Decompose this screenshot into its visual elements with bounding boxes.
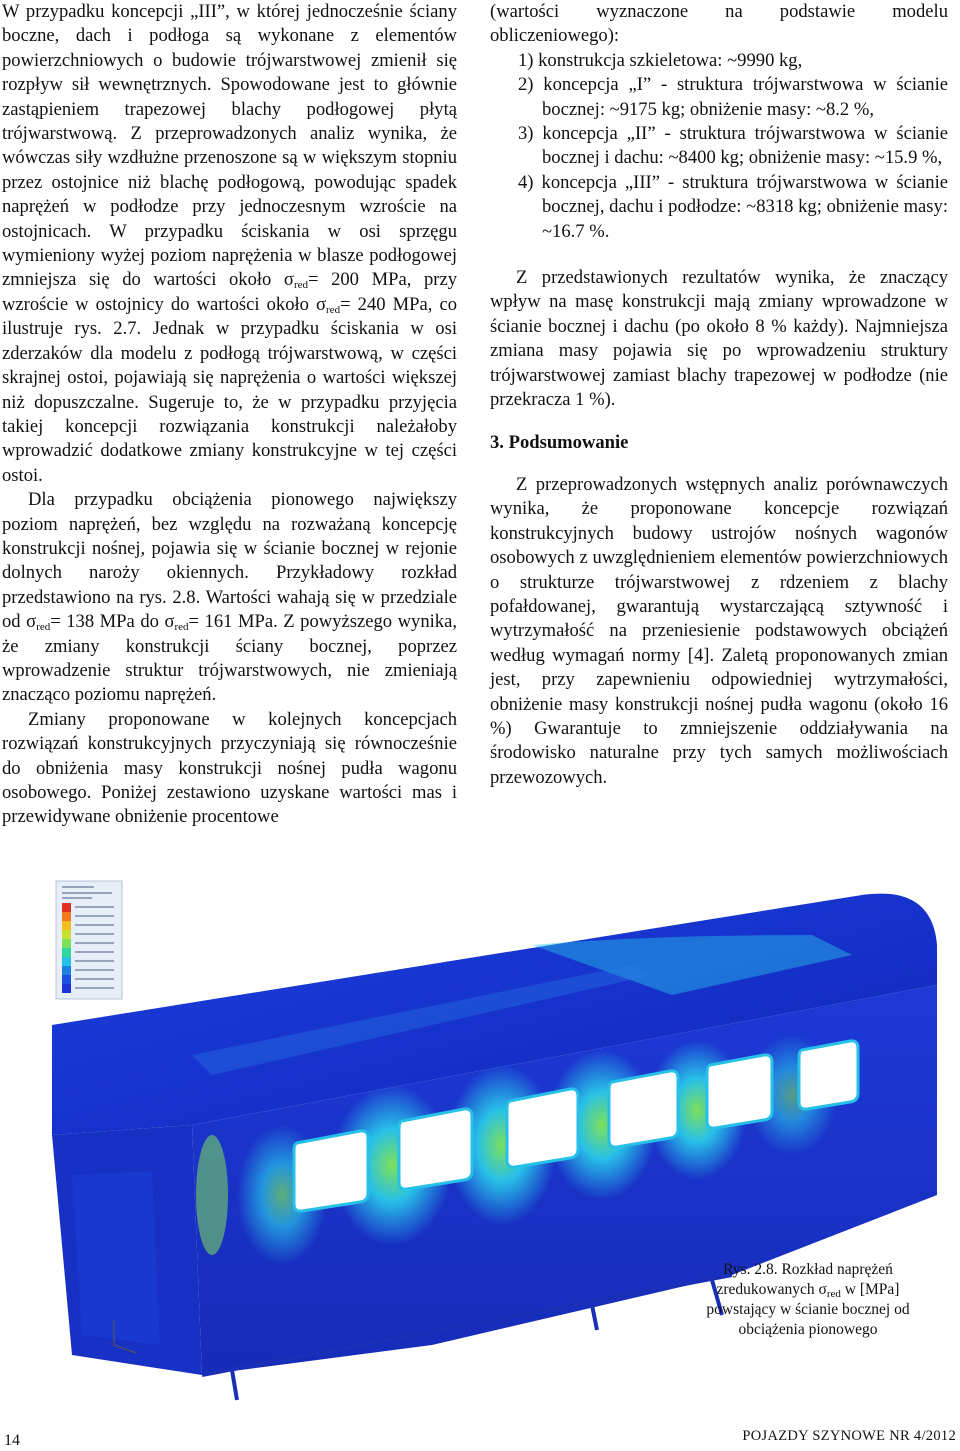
stress-legend	[56, 881, 122, 999]
window	[707, 1055, 772, 1128]
list-item: 3) koncepcja „II” - struktura trójwarstwowa w ścianie bocznej i dachu: ~8400 kg; obniżenie masy: ~15.9 %,	[518, 123, 948, 169]
window	[507, 1089, 578, 1167]
left-column	[2, 0, 457, 830]
window	[609, 1071, 678, 1147]
window	[799, 1041, 858, 1109]
paragraph-mass-results: Z przedstawionych rezultatów wynika, że znaczący wpływ na masę konstrukcji mają zmiany wprowadzone w ścianie bocznej i dachu (po około 8 % każdy). Najmniejsza zmiana masy pojawia się po wprowadzeniu struktury trójwarstwowej zamiast blachy trapezowej w podłodze (nie przekracza 1 %).	[490, 267, 948, 411]
page-number: 14	[4, 1432, 20, 1449]
window	[399, 1109, 472, 1189]
list-intro: (wartości wyznaczone na podstawie modelu obliczeniowego):	[490, 1, 948, 47]
paragraph-mass-changes: Zmiany proponowane w kolejnych koncepcjach rozwiązań konstrukcyjnych przyczyniają się równocześnie do obniżenia masy konstrukcji nośnej pudła wagonu osobowego. Poniżej zestawiono uzyskane wartości mas i przewidywane obniżenie procentowe	[2, 708, 457, 828]
figure-caption: Rys. 2.8. Rozkład naprężeń zredukowanych $\sigma_{red}$ w [MPa] powstający w ścianie bocznej od obciążenia pionowego	[706, 1261, 910, 1338]
paragraph-vertical-load: Dla przypadku obciążenia pionowego największy poziom naprężeń, bez względu na rozważaną koncepcję konstrukcji nośnej, pojawia się w ścianie bocznej w rejonie dolnych naroży okiennych. Przykładowy rozkład przedstawiono na rys. 2.8. Wartości wahają się w przedziale od $\sigma_{red}= 138$ MPa do $\sigma_{red}= 161$ MPa. Z powyższego wynika, że zmiany konstrukcji ściany bocznej, poprzez wprowadzenie struktur trójwarstwowych, nie zmieniają znacząco poziomu naprężeń.	[2, 489, 457, 706]
paragraph-concept-iii: W przypadku koncepcji „III”, w której jednocześnie ściany boczne, dach i podłoga są wykonane z elementów powierzchniowych o budowie trójwarstwowej zmienił się rozpływ sił wewnętrznych. Spowodowane jest to głównie zastąpieniem trapezowej blachy podłogowej płytą trójwarstwową. Z przeprowadzonych analiz wynika, że wówczas siły wzdłużne przenoszone są w większym stopniu przez ostojnice niż blachę podłogową, powodując spadek naprężeń w podłodze przy jednoczesnym wzroście na ostojnicach. W przypadku ściskania w osi sprzęgu wymieniony wyżej poziom naprężenia w blasze podłogowej zmniejsza się do wartości około $\sigma_{red}= 200$ MPa, przy wzroście w ostojnicy do wartości około $\sigma_{red}= 240$ MPa, co ilustruje rys. 2.7. Jednak w przypadku ściskania w osi zderzaków dla modelu z podłogą trójwarstwową, w części skrajnej ostoi, pojawiają się naprężenia o wartości większej niż dopuszczalne. Sugeruje to, że w przypadku przyjęcia takiej koncepcji rozwiązania konstrukcji należałoby wprowadzić dodatkowe zmiany konstrukcyjne w tej części ostoi.	[2, 1, 457, 486]
window	[294, 1131, 368, 1211]
right-column	[490, 0, 948, 790]
list-item: 1) konstrukcja szkieletowa: ~9990 kg,	[518, 49, 803, 71]
paragraph-summary: Z przeprowadzonych wstępnych analiz porównawczych wynika, że proponowane koncepcje rozwiązań konstrukcyjnych budowy ustrojów nośnych wagonów osobowych z uwzględnieniem elementów powierzchniowych o strukturze trójwarstwowej z rdzeniem z blachy pofałdowanej, gwarantują wystarczającą sztywność i wytrzymałość na przeniesienie podstawowych obciążeń według wymagań normy [4]. Zaletą proponowanych zmian jest, przy zapewnieniu odpowiedniej wytrzymałości, obniżenie masy konstrukcji nośnej pudła wagonu (około 16 %) Gwarantuje to zmniejszenie oddziaływania na środowisko naturalne przy tych samych możliwościach przewozowych.	[490, 473, 948, 788]
list-item: 4) koncepcja „III” - struktura trójwarstwowa w ścianie bocznej, dachu i podłodze: ~8318 kg; obniżenie masy: ~16.7 %.	[518, 171, 948, 242]
list-item: 2) koncepcja „I” - struktura trójwarstwowa w ścianie bocznej: ~9175 kg; obniżenie masy: ~8.2 %,	[518, 74, 948, 120]
section-heading: 3. Podsumowanie	[490, 431, 629, 453]
journal-footer: POJAZDY SZYNOWE NR 4/2012	[742, 1428, 956, 1444]
